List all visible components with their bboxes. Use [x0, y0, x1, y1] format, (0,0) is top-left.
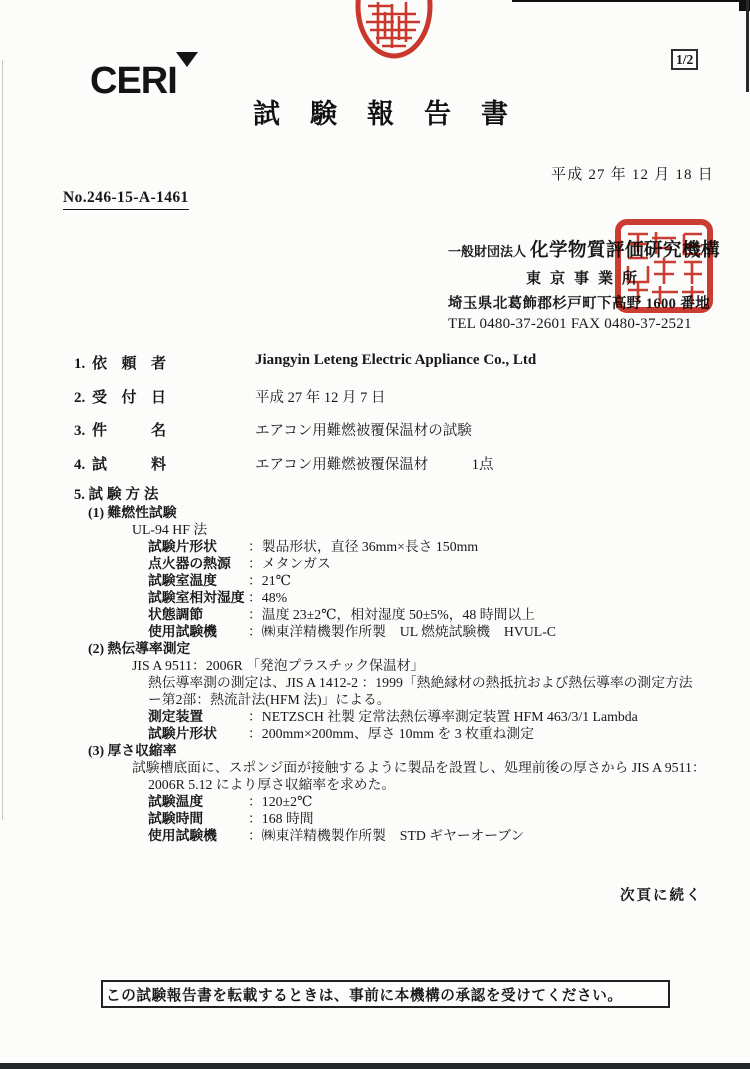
method-heading-label: 試験方法: [88, 487, 163, 503]
org-name: 化学物質評価研究機構: [530, 241, 721, 261]
item-number: 1.: [74, 356, 86, 372]
section-title-shrinkage: [74, 742, 734, 759]
spec-label: 状態調節: [148, 607, 204, 622]
section-number: (3): [88, 743, 105, 758]
page-number-badge: 1/2: [671, 49, 698, 70]
spec-row: [74, 708, 734, 725]
test-method-section: [74, 487, 734, 844]
spec-row: [74, 589, 734, 606]
logo-triangle-icon: [176, 52, 198, 67]
spec-row: [74, 572, 734, 589]
method-standard-line: JIS A 9511：2006R 「発泡プラスチック保温材」: [132, 658, 425, 673]
spec-value: ：㈱東洋精機製作所製 UL 燃焼試験機 HVUL-C: [248, 624, 556, 639]
method-heading: [74, 487, 734, 504]
method-description-line: 2006R 5.12 により厚さ収縮率を求めた。: [148, 777, 396, 792]
item-number: 2.: [74, 389, 86, 406]
square-seal-icon: [614, 218, 714, 314]
round-seal-icon: [354, 0, 434, 60]
section-number: (1): [88, 505, 105, 520]
item-value: エアコン用難燃被覆保温材の試験: [255, 423, 472, 439]
spec-label: 試験片形状: [148, 726, 217, 741]
spec-value: ：㈱東洋精機製作所製 STD ギヤーオーブン: [248, 828, 525, 843]
spec-row: [74, 810, 734, 827]
footer-notice-text: この試験報告書を転載するときは、事前に本機構の承認を受けてください。: [106, 987, 623, 1004]
section-title-flammability: [74, 504, 734, 521]
scan-edge-left: [2, 60, 3, 820]
spec-value: ：200mm×200mm、厚さ 10mm を 3 枚重ね測定: [248, 726, 535, 741]
footer-notice-box: [101, 980, 670, 1008]
method-description-line: 試験槽底面に、スポンジ面が接触するように製品を設置し、処理前後の厚さから JIS A 9511：: [132, 760, 706, 775]
section-label: 難燃性試験: [107, 505, 177, 520]
item-label: 件名: [92, 423, 166, 439]
spec-label: 試験室相対湿度: [148, 590, 245, 605]
item-number: 3.: [74, 423, 86, 439]
item-label: 試料: [92, 456, 166, 473]
section-title-conductivity: [74, 640, 734, 657]
org-prefix: 一般財団法人: [448, 244, 527, 259]
report-number: No.246-15-A-1461: [63, 189, 189, 210]
item-row-uketsuke: [74, 386, 694, 420]
ceri-logo: [90, 62, 177, 100]
section-number: (2): [88, 641, 105, 656]
method-description-line: 熱伝導率測の測定は、JIS A 1412-2 ：1999「熱絶縁材の熱抵抗および熱伝導率の測定方法: [148, 675, 693, 690]
spec-row: [74, 793, 734, 810]
org-tel-fax: TEL 0480-37-2601 FAX 0480-37-2521: [448, 316, 692, 332]
item-value: エアコン用難燃被覆保温材 1点: [255, 456, 494, 473]
spec-value: ：48%: [248, 590, 288, 605]
spec-value: ：温度 23±2℃，相対湿度 50±5%，48 時間以上: [248, 607, 535, 622]
method-subtitle: UL-94 HF 法: [132, 522, 208, 537]
item-value: 平成 27 年 12 月 7 日: [255, 389, 386, 406]
issue-date: 平成 27 年 12 月 18 日: [551, 167, 714, 183]
spec-value: ：NETZSCH 社製 定常法熱伝導率測定装置 HFM 463/3/1 Lambda: [248, 709, 638, 724]
spec-row: [74, 623, 734, 640]
continued-note: 次頁に続く: [620, 888, 703, 904]
scan-edge-bottom: [0, 1063, 750, 1069]
item-row-irai: [74, 352, 694, 386]
spec-label: 試験室温度: [148, 573, 217, 588]
spec-value: ：120±2℃: [248, 794, 313, 809]
item-row-shiryo: [74, 453, 694, 487]
spec-label: 試験温度: [148, 794, 204, 809]
spec-row: [74, 538, 734, 555]
org-office: 東京事業所: [526, 271, 647, 287]
item-label: 受付日: [92, 389, 166, 406]
spec-row: [74, 555, 734, 572]
scan-edge-top: [512, 0, 750, 2]
spec-label: 測定装置: [148, 709, 204, 724]
spec-label: 使用試験機: [148, 624, 217, 639]
spec-value: ：168 時間: [248, 811, 314, 826]
spec-value: ：製品形状，直径 36mm×長さ 150mm: [248, 539, 479, 554]
org-address: 埼玉県北葛飾郡杉戸町下高野 1600 番地: [448, 296, 711, 312]
section-label: 厚さ収縮率: [107, 743, 177, 758]
method-heading-number: 5.: [74, 487, 85, 503]
logo-text: CERI: [90, 60, 177, 102]
spec-row: [74, 827, 734, 844]
spec-label: 試験時間: [148, 811, 204, 826]
spec-row: [74, 606, 734, 623]
method-description-line: ー第2部：熱流計法(HFM 法)」による。: [148, 692, 391, 707]
item-row-kenmei: [74, 419, 694, 453]
spec-value: ：21℃: [248, 573, 292, 588]
spec-value: ：メタンガス: [248, 556, 331, 571]
scan-edge-right: [746, 0, 749, 92]
section-label: 熱伝導率測定: [107, 641, 191, 656]
spec-row: [74, 725, 734, 742]
item-number: 4.: [74, 456, 86, 473]
item-label: 依頼者: [92, 356, 166, 372]
request-items: [74, 352, 694, 486]
spec-label: 試験片形状: [148, 539, 217, 554]
spec-label: 点火器の熱源: [148, 556, 231, 571]
spec-label: 使用試験機: [148, 828, 217, 843]
item-value: Jiangyin Leteng Electric Appliance Co., Ltd: [255, 352, 537, 368]
page-title: 試験報告書: [253, 99, 538, 129]
